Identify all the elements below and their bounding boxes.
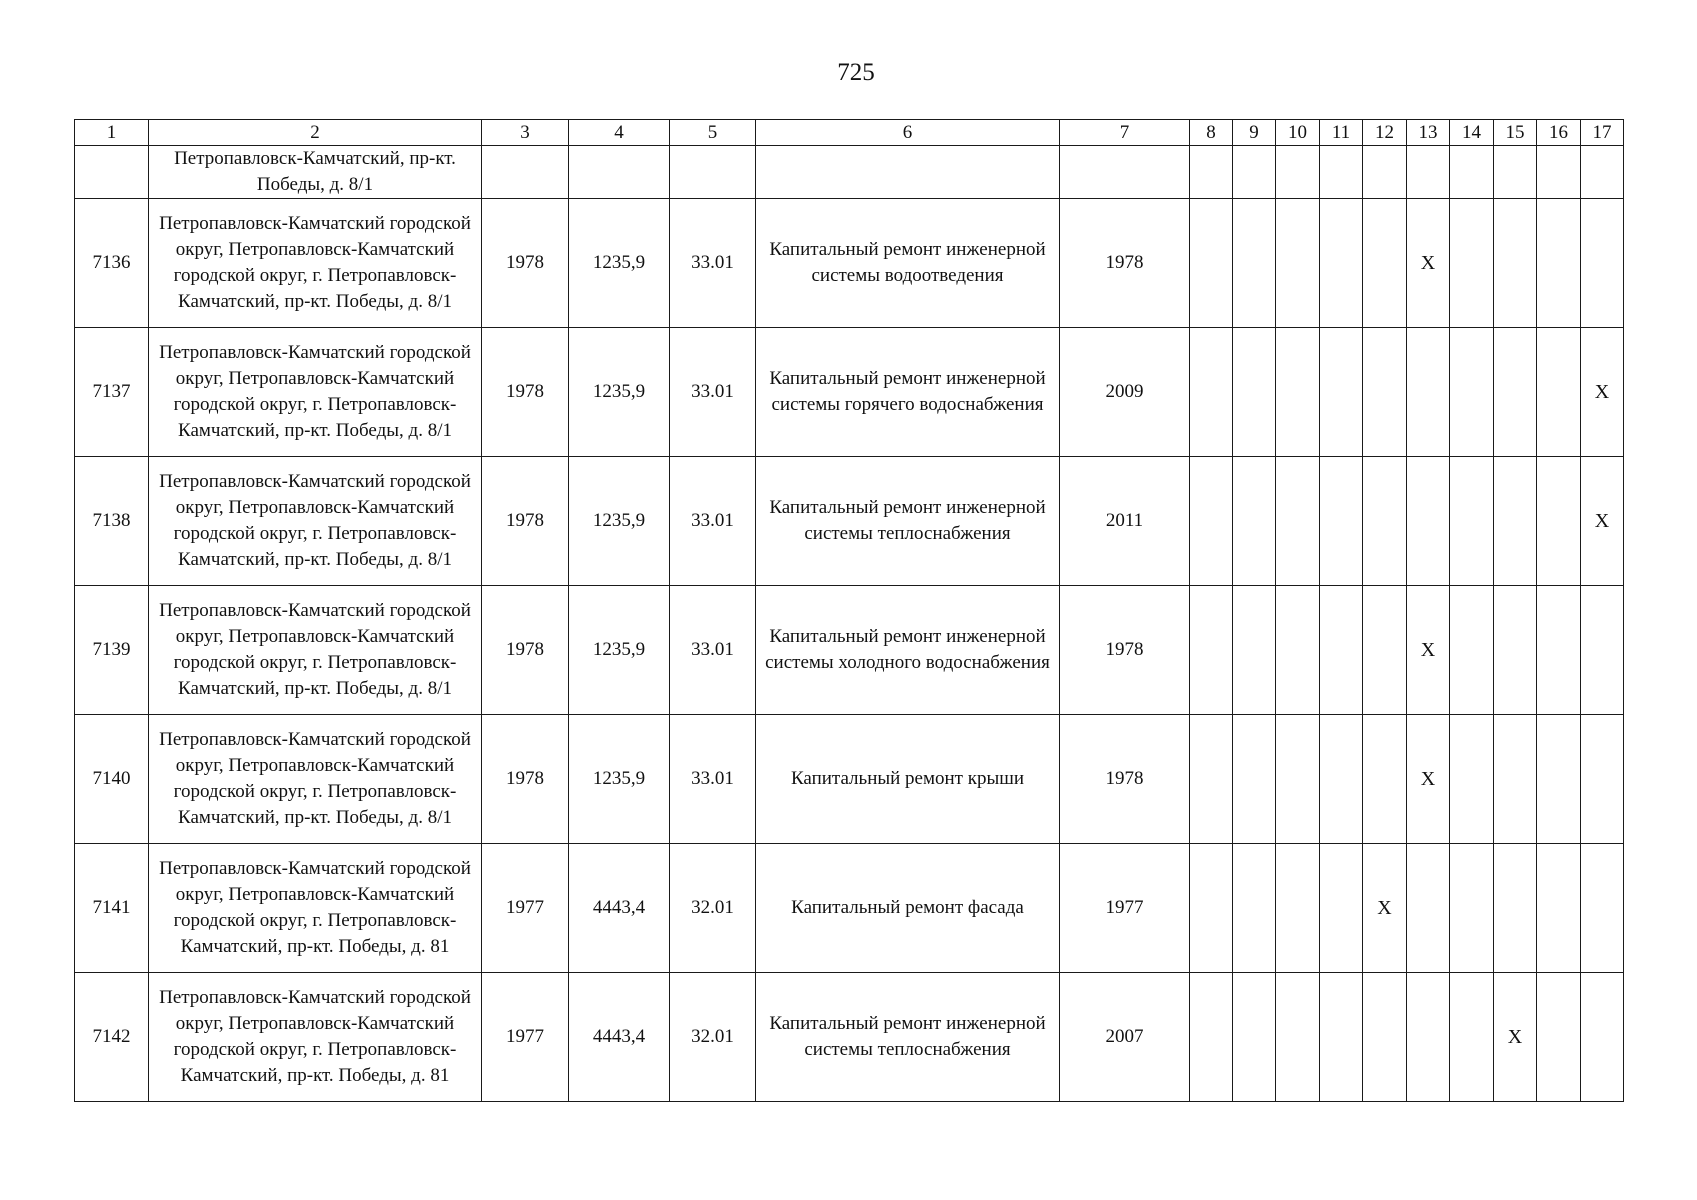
work-type-cell: Капитальный ремонт инженерной системы теплоснабжения [756, 973, 1060, 1102]
code-cell: 33.01 [670, 328, 756, 457]
address-cell: Петропавловск-Камчатский городской округ, Петропавловск-Камчатский городской округ, г. Петропавловск-Камчатский, пр-кт. Победы, д. 8/1 [149, 457, 482, 586]
mark-cell-col-17: X [1581, 457, 1624, 586]
mark-cell-col-14 [1450, 586, 1494, 715]
mark-cell-col-15: X [1494, 973, 1537, 1102]
table-row [75, 844, 1624, 973]
work-type-cell: Капитальный ремонт крыши [756, 715, 1060, 844]
mark-cell-col-15 [1494, 199, 1537, 328]
cell-col-5 [670, 146, 756, 199]
mark-cell-col-9 [1233, 586, 1276, 715]
table-row [75, 328, 1624, 457]
registry-table [74, 119, 1624, 1102]
address-cell: Петропавловск-Камчатский городской округ, Петропавловск-Камчатский городской округ, г. Петропавловск-Камчатский, пр-кт. Победы, д. 8/1 [149, 328, 482, 457]
row-number-cell: 7137 [75, 328, 149, 457]
mark-cell-col-15 [1494, 586, 1537, 715]
mark-cell-col-9 [1233, 328, 1276, 457]
year-built-cell: 1977 [482, 844, 569, 973]
area-cell: 1235,9 [569, 715, 670, 844]
year-built-cell: 1978 [482, 199, 569, 328]
mark-cell-col-17 [1581, 199, 1624, 328]
mark-cell-col-12 [1363, 457, 1407, 586]
column-number-header-row [75, 120, 1624, 146]
area-cell: 4443,4 [569, 973, 670, 1102]
mark-cell-col-11 [1320, 586, 1363, 715]
mark-cell-col-14 [1450, 715, 1494, 844]
mark-cell-col-12 [1363, 199, 1407, 328]
mark-cell-col-16 [1537, 457, 1581, 586]
mark-cell-col-16 [1537, 328, 1581, 457]
row-number-cell: 7141 [75, 844, 149, 973]
mark-cell-col-11 [1320, 715, 1363, 844]
year-built-cell: 1978 [482, 457, 569, 586]
mark-cell-col-10 [1276, 328, 1320, 457]
work-year-cell: 2009 [1060, 328, 1190, 457]
continuation-row [75, 146, 1624, 199]
column-header-6: 6 [756, 120, 1060, 146]
address-cell: Петропавловск-Камчатский городской округ, Петропавловск-Камчатский городской округ, г. Петропавловск-Камчатский, пр-кт. Победы, д. 8/1 [149, 586, 482, 715]
mark-cell-col-17 [1581, 586, 1624, 715]
column-header-11: 11 [1320, 120, 1363, 146]
year-built-cell: 1978 [482, 715, 569, 844]
mark-cell-col-8 [1190, 844, 1233, 973]
mark-cell-col-14 [1450, 328, 1494, 457]
mark-cell-col-14 [1450, 457, 1494, 586]
code-cell: 33.01 [670, 199, 756, 328]
cell-col-6 [756, 146, 1060, 199]
mark-cell-col-8 [1190, 715, 1233, 844]
mark-cell-col-13: X [1407, 586, 1450, 715]
mark-cell-col-8 [1190, 457, 1233, 586]
table-row [75, 715, 1624, 844]
year-built-cell: 1978 [482, 328, 569, 457]
cell-col-8 [1190, 146, 1233, 199]
mark-cell-col-10 [1276, 586, 1320, 715]
column-header-15: 15 [1494, 120, 1537, 146]
mark-cell-col-17 [1581, 715, 1624, 844]
work-year-cell: 2011 [1060, 457, 1190, 586]
column-header-16: 16 [1537, 120, 1581, 146]
cell-col-9 [1233, 146, 1276, 199]
table-row [75, 973, 1624, 1102]
column-header-5: 5 [670, 120, 756, 146]
mark-cell-col-16 [1537, 199, 1581, 328]
work-year-cell: 1978 [1060, 715, 1190, 844]
mark-cell-col-14 [1450, 844, 1494, 973]
mark-cell-col-13 [1407, 328, 1450, 457]
code-cell: 33.01 [670, 586, 756, 715]
work-type-cell: Капитальный ремонт инженерной системы холодного водоснабжения [756, 586, 1060, 715]
area-cell: 1235,9 [569, 328, 670, 457]
mark-cell-col-9 [1233, 199, 1276, 328]
table-row [75, 199, 1624, 328]
mark-cell-col-11 [1320, 199, 1363, 328]
mark-cell-col-17: X [1581, 328, 1624, 457]
mark-cell-col-16 [1537, 715, 1581, 844]
mark-cell-col-16 [1537, 973, 1581, 1102]
column-header-9: 9 [1233, 120, 1276, 146]
mark-cell-col-9 [1233, 457, 1276, 586]
cell-col-13 [1407, 146, 1450, 199]
mark-cell-col-8 [1190, 328, 1233, 457]
mark-cell-col-11 [1320, 844, 1363, 973]
work-type-cell: Капитальный ремонт инженерной системы теплоснабжения [756, 457, 1060, 586]
mark-cell-col-15 [1494, 715, 1537, 844]
row-number-cell: 7142 [75, 973, 149, 1102]
work-year-cell: 1978 [1060, 586, 1190, 715]
area-cell: 1235,9 [569, 457, 670, 586]
code-cell: 33.01 [670, 715, 756, 844]
area-cell: 1235,9 [569, 199, 670, 328]
area-cell: 1235,9 [569, 586, 670, 715]
cell-col-11 [1320, 146, 1363, 199]
mark-cell-col-10 [1276, 715, 1320, 844]
column-header-8: 8 [1190, 120, 1233, 146]
code-cell: 32.01 [670, 844, 756, 973]
column-header-7: 7 [1060, 120, 1190, 146]
area-cell: 4443,4 [569, 844, 670, 973]
mark-cell-col-8 [1190, 586, 1233, 715]
mark-cell-col-8 [1190, 199, 1233, 328]
address-cell: Петропавловск-Камчатский городской округ, Петропавловск-Камчатский городской округ, г. Петропавловск-Камчатский, пр-кт. Победы, д. 8/1 [149, 199, 482, 328]
mark-cell-col-11 [1320, 973, 1363, 1102]
column-header-3: 3 [482, 120, 569, 146]
column-header-13: 13 [1407, 120, 1450, 146]
address-cell: Петропавловск-Камчатский городской округ, Петропавловск-Камчатский городской округ, г. Петропавловск-Камчатский, пр-кт. Победы, д. 81 [149, 973, 482, 1102]
mark-cell-col-10 [1276, 457, 1320, 586]
mark-cell-col-11 [1320, 457, 1363, 586]
mark-cell-col-16 [1537, 844, 1581, 973]
cell-col-15 [1494, 146, 1537, 199]
mark-cell-col-10 [1276, 844, 1320, 973]
column-header-1: 1 [75, 120, 149, 146]
row-number-cell: 7140 [75, 715, 149, 844]
mark-cell-col-14 [1450, 199, 1494, 328]
cell-col-14 [1450, 146, 1494, 199]
code-cell: 33.01 [670, 457, 756, 586]
mark-cell-col-15 [1494, 457, 1537, 586]
code-cell: 32.01 [670, 973, 756, 1102]
mark-cell-col-8 [1190, 973, 1233, 1102]
row-number-cell [75, 146, 149, 199]
mark-cell-col-13 [1407, 844, 1450, 973]
table-row [75, 457, 1624, 586]
year-built-cell: 1977 [482, 973, 569, 1102]
mark-cell-col-15 [1494, 844, 1537, 973]
mark-cell-col-17 [1581, 844, 1624, 973]
page-number: 725 [837, 59, 875, 86]
mark-cell-col-13 [1407, 973, 1450, 1102]
work-type-cell: Капитальный ремонт инженерной системы горячего водоснабжения [756, 328, 1060, 457]
cell-col-4 [569, 146, 670, 199]
column-header-4: 4 [569, 120, 670, 146]
row-number-cell: 7138 [75, 457, 149, 586]
mark-cell-col-12 [1363, 973, 1407, 1102]
address-cell: Петропавловск-Камчатский городской округ, Петропавловск-Камчатский городской округ, г. Петропавловск-Камчатский, пр-кт. Победы, д. 81 [149, 844, 482, 973]
work-type-cell: Капитальный ремонт инженерной системы водоотведения [756, 199, 1060, 328]
mark-cell-col-13: X [1407, 199, 1450, 328]
column-header-12: 12 [1363, 120, 1407, 146]
mark-cell-col-9 [1233, 973, 1276, 1102]
cell-col-17 [1581, 146, 1624, 199]
cell-col-7 [1060, 146, 1190, 199]
mark-cell-col-10 [1276, 973, 1320, 1102]
mark-cell-col-13 [1407, 457, 1450, 586]
work-year-cell: 1978 [1060, 199, 1190, 328]
column-header-14: 14 [1450, 120, 1494, 146]
row-number-cell: 7139 [75, 586, 149, 715]
column-header-17: 17 [1581, 120, 1624, 146]
cell-col-12 [1363, 146, 1407, 199]
work-year-cell: 1977 [1060, 844, 1190, 973]
address-cell: Петропавловск-Камчатский городской округ, Петропавловск-Камчатский городской округ, г. Петропавловск-Камчатский, пр-кт. Победы, д. 8/1 [149, 715, 482, 844]
mark-cell-col-15 [1494, 328, 1537, 457]
cell-col-16 [1537, 146, 1581, 199]
cell-col-10 [1276, 146, 1320, 199]
mark-cell-col-9 [1233, 715, 1276, 844]
mark-cell-col-12 [1363, 328, 1407, 457]
address-cell: Петропавловск-Камчатский, пр-кт. Победы, д. 8/1 [149, 146, 482, 199]
mark-cell-col-12 [1363, 715, 1407, 844]
cell-col-3 [482, 146, 569, 199]
mark-cell-col-12: X [1363, 844, 1407, 973]
mark-cell-col-10 [1276, 199, 1320, 328]
mark-cell-col-16 [1537, 586, 1581, 715]
column-header-10: 10 [1276, 120, 1320, 146]
row-number-cell: 7136 [75, 199, 149, 328]
mark-cell-col-11 [1320, 328, 1363, 457]
work-type-cell: Капитальный ремонт фасада [756, 844, 1060, 973]
year-built-cell: 1978 [482, 586, 569, 715]
mark-cell-col-9 [1233, 844, 1276, 973]
table-row [75, 586, 1624, 715]
mark-cell-col-13: X [1407, 715, 1450, 844]
mark-cell-col-17 [1581, 973, 1624, 1102]
work-year-cell: 2007 [1060, 973, 1190, 1102]
column-header-2: 2 [149, 120, 482, 146]
mark-cell-col-14 [1450, 973, 1494, 1102]
mark-cell-col-12 [1363, 586, 1407, 715]
